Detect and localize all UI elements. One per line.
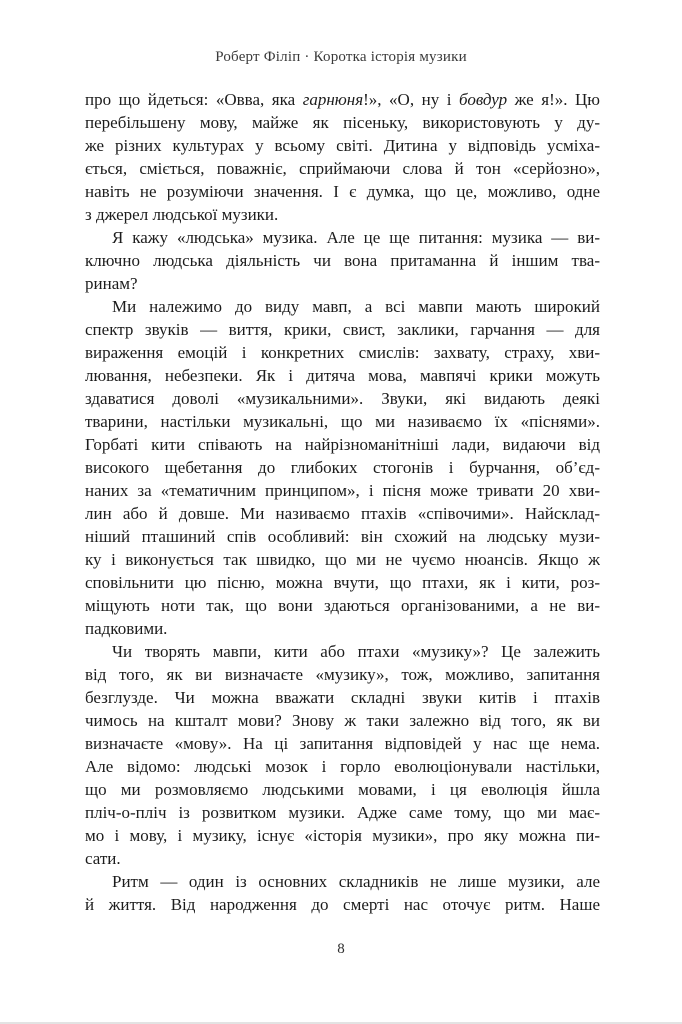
text-line [85, 709, 600, 732]
text-line [85, 732, 600, 755]
paragraph [85, 88, 600, 226]
italic-term: гарнюня [302, 90, 364, 109]
text-line [85, 433, 600, 456]
text-run: наних за «тематичним принципом», і пісня може тривати 20 хви- [85, 481, 600, 500]
text-line [85, 272, 600, 295]
paragraph [85, 295, 600, 640]
text-line [85, 548, 600, 571]
text-run: мо і мову, і музику, існує «історія музики», про яку можна пи- [85, 826, 600, 845]
text-line [85, 755, 600, 778]
text-run: від того, як ви визначаєте «музику», тож, можливо, запитання [85, 665, 600, 684]
text-run: безглузде. Чи можна вважати складні звуки китів і птахів [85, 688, 600, 707]
text-line [85, 571, 600, 594]
text-run: з джерел людської музики. [85, 205, 279, 224]
text-run: Горбаті кити співають на найрізноманітніші лади, видаючи від [85, 435, 600, 454]
text-run: падковими. [85, 619, 168, 638]
text-run: сповільнити цю пісню, можна вчути, що птахи, як і кити, роз- [85, 573, 600, 592]
text-line [85, 456, 600, 479]
running-header: Роберт Філіп · Коротка історія музики [215, 49, 467, 65]
text-run: й життя. Від народження до смерті нас оточує ритм. Наше [85, 895, 600, 914]
text-run: Чи творять мавпи, кити або птахи «музику»? Це залежить [112, 642, 600, 661]
text-run: пліч-о-пліч із розвитком музики. Адже саме тому, що ми має- [85, 803, 600, 822]
text-line [85, 594, 600, 617]
text-line [85, 295, 600, 318]
paragraph [85, 226, 600, 295]
text-line [85, 479, 600, 502]
italic-term: бовдур [459, 90, 508, 109]
text-line [85, 778, 600, 801]
text-line [85, 180, 600, 203]
text-line [85, 203, 600, 226]
text-run: перебільшену мову, майже як пісеньку, використовують у ду- [85, 113, 600, 132]
text-run: міщують ноти так, що вони здаються організованими, а не ви- [85, 596, 600, 615]
paragraph [85, 640, 600, 870]
text-line [85, 387, 600, 410]
text-run: лин або й довше. Ми називаємо птахів «співочими». Найсклад- [85, 504, 600, 523]
text-run: же різних культурах у всьому світі. Дитина у відповідь усміха- [85, 136, 600, 155]
paragraph [85, 870, 600, 916]
text-run: ку і виконується так швидко, що ми не чуємо нюансів. Якщо ж [85, 550, 600, 569]
text-line [85, 663, 600, 686]
text-run: що ми розмовляємо людськими мовами, і ця еволюція йшла [85, 780, 600, 799]
text-line [85, 686, 600, 709]
text-line [85, 88, 600, 111]
text-run: !», «О, ну і [363, 90, 460, 109]
text-line [85, 640, 600, 663]
text-line [85, 226, 600, 249]
text-run: високого щебетання до глибоких стогонів і бурчання, об’єд- [85, 458, 600, 477]
text-line [85, 525, 600, 548]
text-run: Ми належимо до виду мавп, а всі мавпи мають широкий [112, 297, 600, 316]
text-line [85, 134, 600, 157]
text-run: тварини, настільки музикальні, що ми називаємо їх «піснями». [85, 412, 600, 431]
text-line [85, 157, 600, 180]
text-run: визначаєте «мову». На ці запитання відповідей у нас ще нема. [85, 734, 600, 753]
text-run: Ритм — один із основних складників не лише музики, але [112, 872, 600, 891]
text-line [85, 111, 600, 134]
text-line [85, 801, 600, 824]
text-run: ється, сміється, поважніє, сприймаючи слова й тон «серйозно», [85, 159, 600, 178]
text-run: же я!». Цю [507, 90, 600, 109]
text-run: навіть не розуміючи значення. І є думка, що це, можливо, одне [85, 182, 600, 201]
text-run: ключно людська діяльність чи вона притаманна й іншим тва- [85, 251, 600, 270]
text-line [85, 502, 600, 525]
text-line [85, 870, 600, 893]
text-run: чимось на кшталт мови? Знову ж таки залежно від того, як ви [85, 711, 600, 730]
text-run: ринам? [85, 274, 138, 293]
text-run: Але відомо: людські мозок і горло еволюціонували настільки, [85, 757, 600, 776]
text-line [85, 893, 600, 916]
text-run: вираження емоцій і конкретних смислів: захвату, страху, хви- [85, 343, 600, 362]
text-line [85, 617, 600, 640]
text-run: сати. [85, 849, 121, 868]
text-run: лювання, небезпеки. Як і дитяча мова, мавпячі крики можуть [85, 366, 600, 385]
text-run: ніший пташиний спів особливий: він схожий на людську музи- [85, 527, 600, 546]
text-line [85, 318, 600, 341]
text-run: спектр звуків — виття, крики, свист, заклики, гарчання — для [85, 320, 600, 339]
text-run: Я кажу «людська» музика. Але це ще питання: музика — ви- [112, 228, 600, 247]
text-run: здаватися доволі «музикальними». Звуки, які видають деякі [85, 389, 600, 408]
text-run: про що йдеться: «Овва, яка [85, 90, 303, 109]
body-text [85, 88, 600, 916]
text-line [85, 364, 600, 387]
text-line [85, 341, 600, 364]
text-line [85, 410, 600, 433]
text-line [85, 249, 600, 272]
text-line [85, 824, 600, 847]
text-line [85, 847, 600, 870]
page-number: 8 [337, 941, 345, 957]
